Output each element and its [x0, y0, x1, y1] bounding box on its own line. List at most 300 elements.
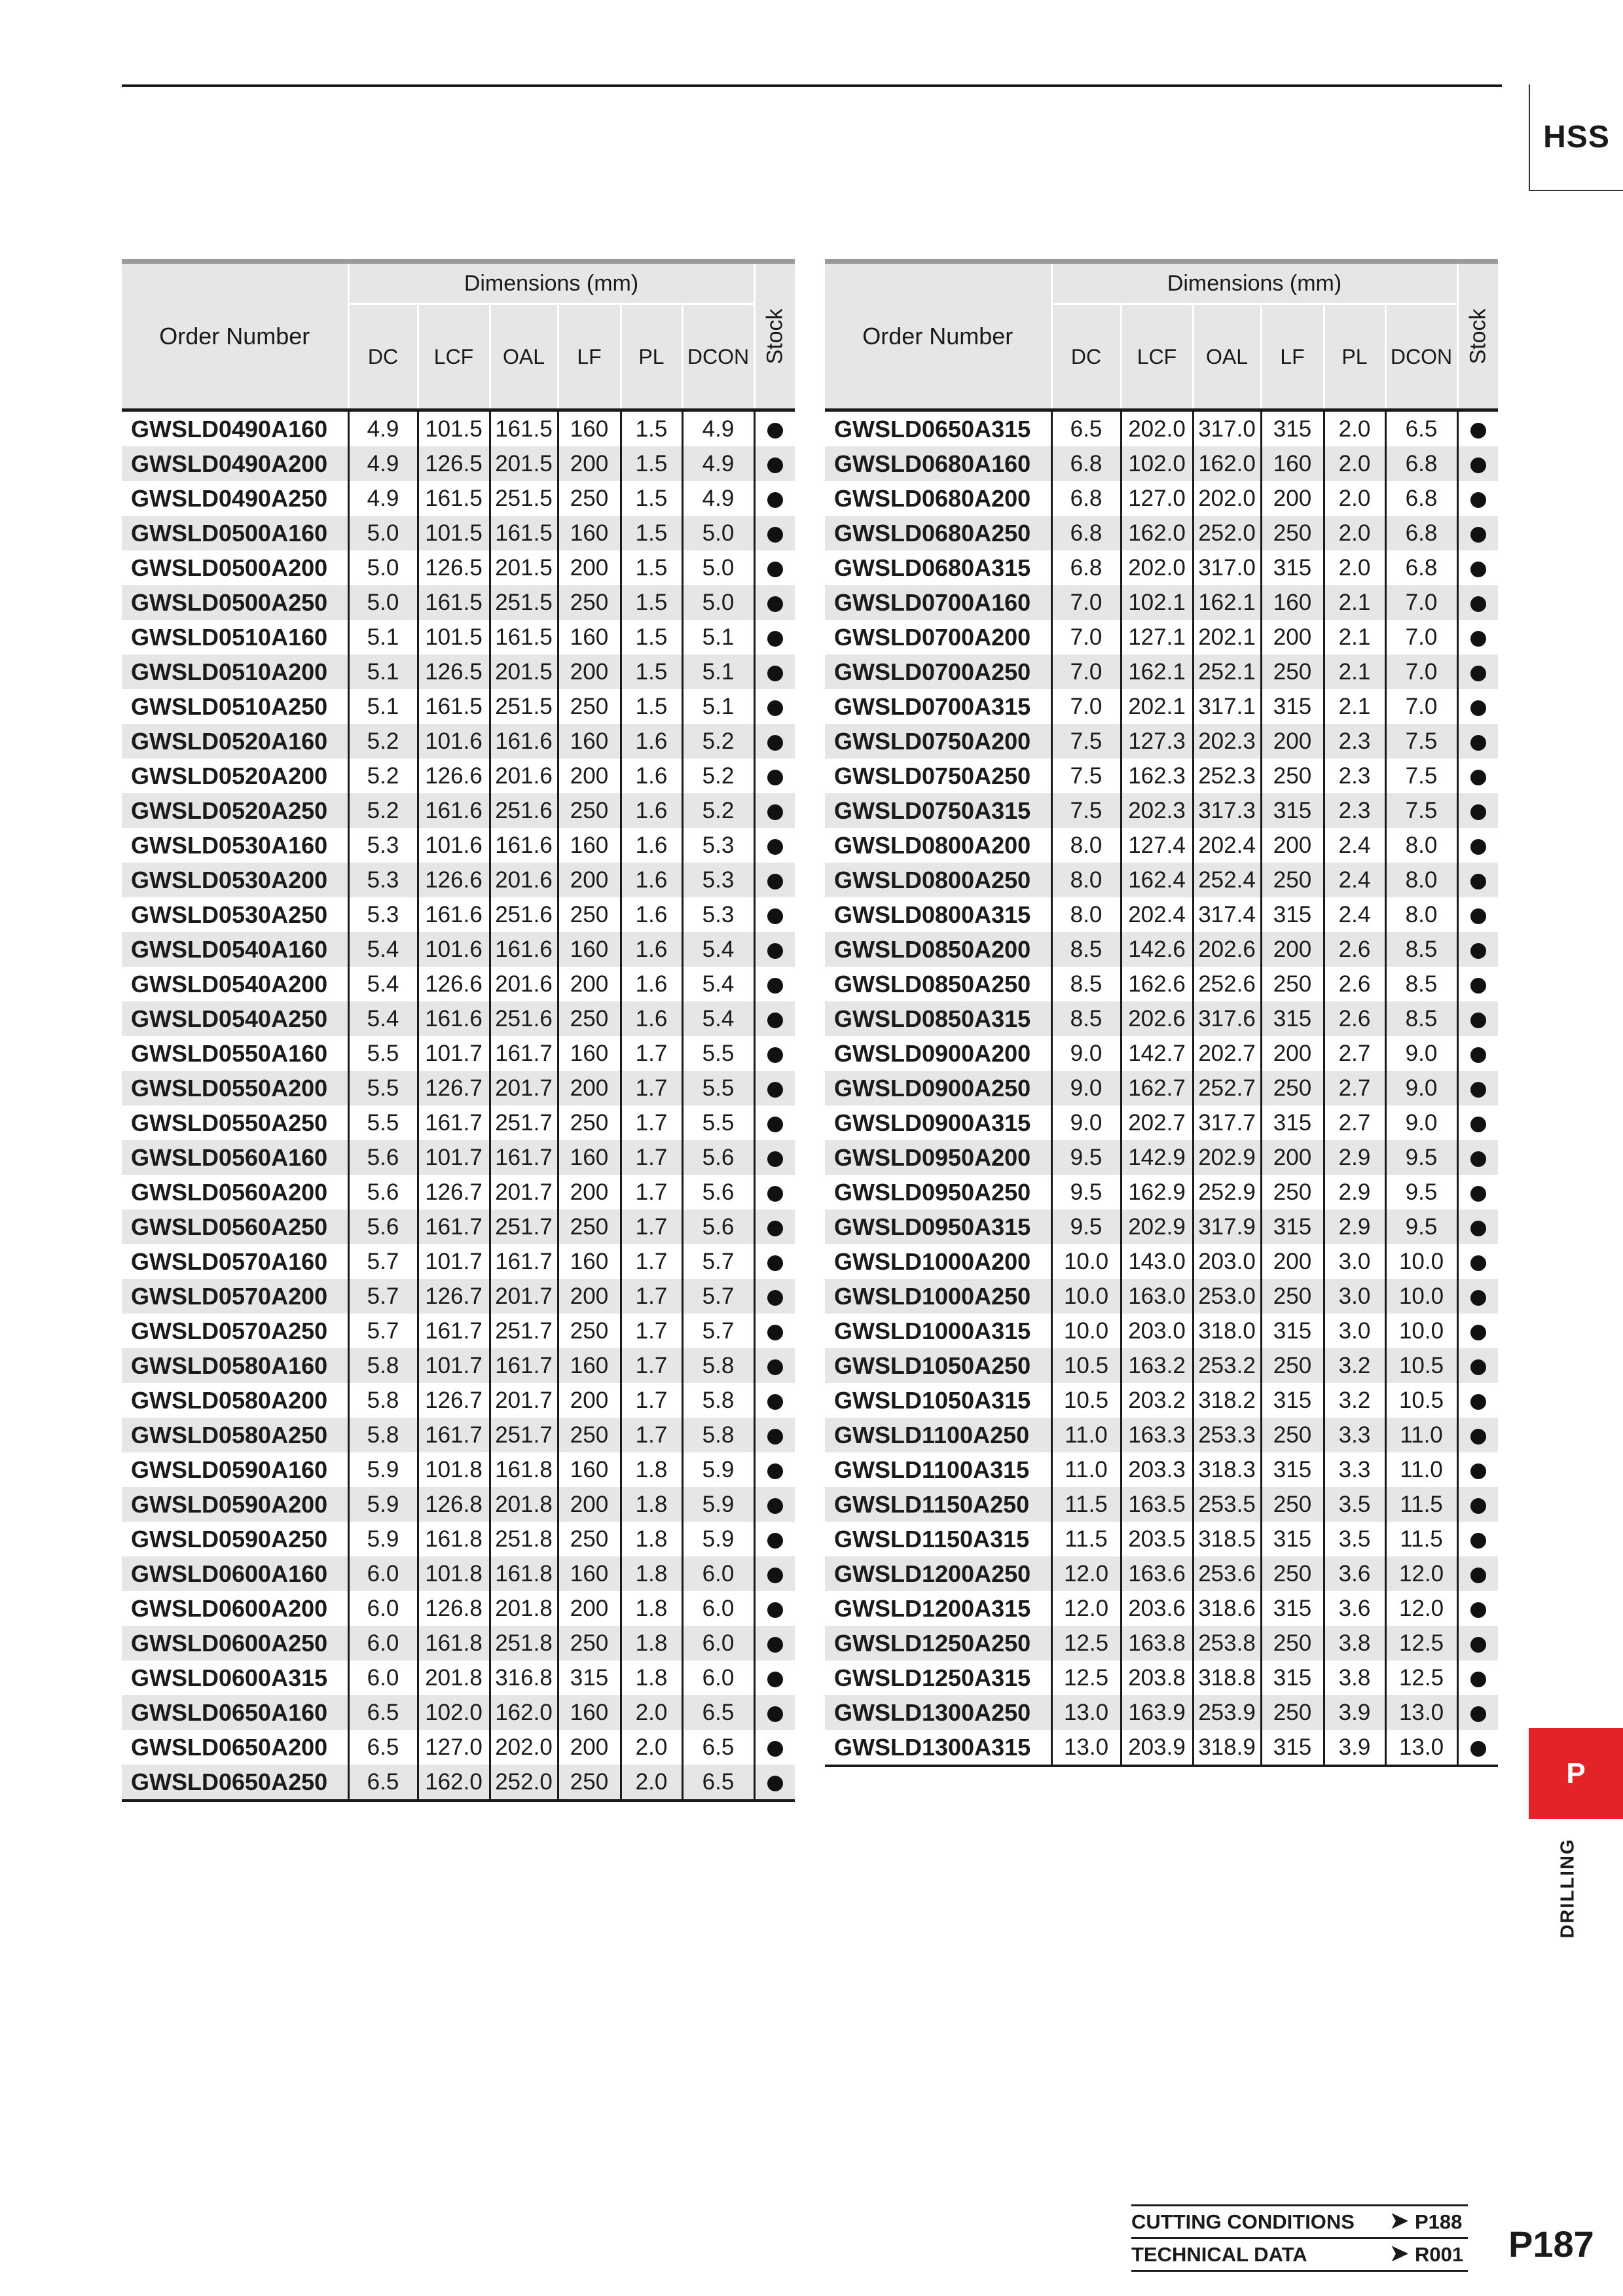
dimension-cell: 160: [558, 1244, 621, 1279]
table-body-right: [825, 410, 1498, 1767]
table-row: [122, 1383, 795, 1418]
stock-dot-icon: [767, 770, 783, 785]
stock-cell: [1457, 410, 1498, 447]
stock-dot-icon: [1470, 1221, 1486, 1236]
dimension-cell: 4.9: [348, 481, 418, 516]
dimension-cell: 1.7: [621, 1348, 682, 1383]
stock-dot-icon: [767, 1463, 783, 1479]
dimension-cell: 2.1: [1324, 585, 1385, 620]
dimension-cell: 6.8: [1051, 550, 1121, 585]
dimension-cell: 9.0: [1051, 1036, 1121, 1071]
order-number-cell: GWSLD0590A200: [122, 1487, 348, 1522]
dimension-cell: 9.0: [1385, 1105, 1457, 1140]
dimension-cell: 317.1: [1193, 689, 1261, 724]
table-row: [122, 620, 795, 655]
dimension-cell: 162.1: [1193, 585, 1261, 620]
dimension-cell: 163.8: [1121, 1626, 1193, 1660]
stock-header: Stock: [1457, 262, 1498, 410]
table-row: [825, 1036, 1498, 1071]
dimension-cell: 9.5: [1385, 1210, 1457, 1244]
dimension-cell: 2.0: [621, 1695, 682, 1730]
stock-cell: [1457, 481, 1498, 516]
table-row: [825, 550, 1498, 585]
table-row: [825, 516, 1498, 550]
table-row: [122, 759, 795, 793]
order-number-cell: GWSLD0560A160: [122, 1140, 348, 1175]
stock-dot-icon: [767, 908, 783, 924]
dimension-cell: 12.5: [1051, 1626, 1121, 1660]
dimension-cell: 4.9: [348, 446, 418, 481]
table-row: [825, 967, 1498, 1001]
dimension-cell: 160: [558, 932, 621, 967]
dimension-cell: 162.6: [1121, 967, 1193, 1001]
dimension-cell: 315: [1261, 1105, 1324, 1140]
stock-dot-icon: [767, 423, 783, 439]
dimension-cell: 11.0: [1051, 1452, 1121, 1487]
dimension-cell: 126.7: [418, 1071, 490, 1105]
dimension-cell: 5.8: [348, 1383, 418, 1418]
dimension-cell: 315: [1261, 550, 1324, 585]
dimension-cell: 203.6: [1121, 1591, 1193, 1626]
table-row: [825, 1418, 1498, 1452]
dimension-cell: 201.7: [490, 1175, 558, 1210]
order-number-cell: GWSLD0520A160: [122, 724, 348, 759]
dimension-cell: 9.0: [1385, 1071, 1457, 1105]
dimension-cell: 9.5: [1385, 1175, 1457, 1210]
dimension-cell: 200: [558, 655, 621, 689]
stock-dot-icon: [767, 1637, 783, 1653]
dimension-cell: 203.9: [1121, 1730, 1193, 1766]
dimension-cell: 1.6: [621, 828, 682, 863]
table-row: [122, 1660, 795, 1695]
dimension-cell: 126.6: [418, 863, 490, 897]
table-row: [122, 550, 795, 585]
stock-cell: [1457, 1348, 1498, 1383]
dimension-cell: 2.0: [1324, 446, 1385, 481]
order-number-cell: GWSLD1050A250: [825, 1348, 1051, 1383]
dimension-cell: 202.0: [1193, 481, 1261, 516]
table-row: [122, 932, 795, 967]
dimension-cell: 5.5: [348, 1036, 418, 1071]
stock-dot-icon: [1470, 1359, 1486, 1375]
stock-dot-icon: [1470, 1082, 1486, 1098]
dimension-cell: 161.8: [490, 1556, 558, 1591]
stock-cell: [1457, 759, 1498, 793]
order-number-cell: GWSLD1200A315: [834, 1595, 1031, 1622]
stock-cell: [754, 1001, 795, 1036]
dimension-cell: 250: [1261, 1418, 1324, 1452]
cutting-conditions-ref[interactable]: [1131, 2204, 1468, 2237]
dimension-cell: 200: [1261, 1140, 1324, 1175]
dimension-cell: 126.5: [418, 446, 490, 481]
dimension-cell: 315: [1261, 1730, 1324, 1766]
arrow-right-icon: ➤: [1390, 2241, 1409, 2266]
dimension-cell: 163.2: [1121, 1348, 1193, 1383]
stock-cell: [1457, 1730, 1498, 1766]
order-number-cell: GWSLD0540A200: [131, 971, 328, 997]
dimension-cell: 202.0: [1121, 550, 1193, 585]
table-row: [122, 1279, 795, 1314]
dimension-cell: 4.9: [348, 410, 418, 447]
dimension-cell: 2.6: [1324, 967, 1385, 1001]
order-number-cell: GWSLD1100A315: [834, 1456, 1030, 1483]
dimension-cell: 315: [1261, 1591, 1324, 1626]
column-header-pl: PL: [1324, 304, 1385, 410]
dimension-cell: 9.5: [1051, 1175, 1121, 1210]
stock-cell: [1457, 1140, 1498, 1175]
dimension-cell: 200: [558, 1383, 621, 1418]
dimension-cell: 250: [1261, 863, 1324, 897]
dimension-cell: 2.0: [1324, 410, 1385, 447]
stock-dot-icon: [767, 978, 783, 994]
dimension-cell: 202.9: [1121, 1210, 1193, 1244]
dimension-cell: 127.3: [1121, 724, 1193, 759]
dimension-cell: 2.9: [1324, 1210, 1385, 1244]
dimension-cell: 5.5: [682, 1105, 754, 1140]
stock-cell: [1457, 1036, 1498, 1071]
dimension-cell: 250: [558, 1105, 621, 1140]
table-row: [825, 793, 1498, 828]
stock-cell: [754, 1418, 795, 1452]
table-row: [122, 689, 795, 724]
column-header-dcon: DCON: [682, 304, 754, 410]
order-number-cell: GWSLD0900A200: [834, 1040, 1031, 1067]
dimension-cell: 252.1: [1193, 655, 1261, 689]
stock-cell: [1457, 446, 1498, 481]
dimension-cell: 250: [1261, 1175, 1324, 1210]
dimension-cell: 6.8: [1385, 481, 1457, 516]
stock-cell: [754, 1210, 795, 1244]
dimension-cell: 3.8: [1324, 1626, 1385, 1660]
dimension-cell: 7.5: [1051, 759, 1121, 793]
dimension-cell: 9.5: [1051, 1210, 1121, 1244]
table-row: [122, 516, 795, 550]
dimension-cell: 10.5: [1385, 1383, 1457, 1418]
dimension-cell: 201.5: [490, 446, 558, 481]
dimension-cell: 251.8: [490, 1522, 558, 1556]
stock-dot-icon: [767, 804, 783, 820]
dimension-cell: 5.7: [348, 1314, 418, 1348]
section-tab-p: P: [1529, 1728, 1623, 1819]
dimension-cell: 200: [1261, 620, 1324, 655]
dimension-cell: 5.6: [348, 1210, 418, 1244]
dimension-cell: 5.4: [348, 967, 418, 1001]
dimensions-header: Dimensions (mm): [1051, 262, 1457, 304]
dimension-cell: 250: [558, 1765, 621, 1801]
stock-dot-icon: [1470, 1047, 1486, 1063]
dimensions-header: Dimensions (mm): [348, 262, 754, 304]
dimension-cell: 250: [1261, 1695, 1324, 1730]
order-number-cell: GWSLD1200A250: [825, 1556, 1051, 1591]
dimension-cell: 8.0: [1385, 897, 1457, 932]
dimension-cell: 10.0: [1051, 1244, 1121, 1279]
order-number-cell: GWSLD0490A200: [122, 446, 348, 481]
stock-cell: [1457, 1105, 1498, 1140]
order-number-cell: GWSLD1300A250: [825, 1695, 1051, 1730]
stock-dot-icon: [1470, 1672, 1486, 1687]
dimension-cell: 5.9: [682, 1452, 754, 1487]
dimension-cell: 5.2: [348, 759, 418, 793]
stock-dot-icon: [767, 666, 783, 681]
dimension-cell: 161.5: [490, 410, 558, 447]
dimension-cell: 163.3: [1121, 1418, 1193, 1452]
dimension-cell: 12.5: [1385, 1626, 1457, 1660]
dimension-cell: 4.9: [682, 446, 754, 481]
dimension-cell: 2.1: [1324, 620, 1385, 655]
column-header-lf: LF: [558, 304, 621, 410]
stock-dot-icon: [1470, 943, 1486, 959]
stock-dot-icon: [1470, 1290, 1486, 1306]
dimension-cell: 250: [1261, 1348, 1324, 1383]
dimension-cell: 160: [558, 620, 621, 655]
dimension-cell: 251.7: [490, 1418, 558, 1452]
dimension-cell: 101.7: [418, 1244, 490, 1279]
order-number-cell: GWSLD0900A315: [834, 1109, 1031, 1136]
stock-cell: [754, 1591, 795, 1626]
table-row: [825, 1522, 1498, 1556]
order-number-cell: GWSLD0580A250: [122, 1418, 348, 1452]
stock-cell: [754, 1452, 795, 1487]
dimension-cell: 200: [1261, 724, 1324, 759]
dimension-cell: 5.6: [348, 1140, 418, 1175]
dimension-cell: 253.0: [1193, 1279, 1261, 1314]
dimension-cell: 5.3: [682, 897, 754, 932]
dimension-cell: 1.5: [621, 655, 682, 689]
dimension-cell: 11.0: [1051, 1418, 1121, 1452]
dimension-cell: 203.0: [1121, 1314, 1193, 1348]
stock-dot-icon: [767, 1255, 783, 1271]
dimension-cell: 163.6: [1121, 1556, 1193, 1591]
dimension-cell: 3.0: [1324, 1244, 1385, 1279]
stock-dot-icon: [767, 562, 783, 577]
dimension-cell: 317.0: [1193, 550, 1261, 585]
table-row: [825, 1452, 1498, 1487]
dimension-cell: 1.8: [621, 1626, 682, 1660]
table-row: [825, 1383, 1498, 1418]
order-number-cell: GWSLD1250A250: [825, 1626, 1051, 1660]
order-number-cell: GWSLD0510A160: [131, 624, 328, 651]
stock-dot-icon: [767, 1741, 783, 1757]
dimension-cell: 251.5: [490, 481, 558, 516]
dimension-cell: 126.7: [418, 1175, 490, 1210]
arrow-right-icon: ➤: [1390, 2208, 1409, 2233]
stock-dot-icon: [767, 1429, 783, 1444]
dimension-cell: 3.8: [1324, 1660, 1385, 1695]
table-row: [122, 1071, 795, 1105]
dimension-cell: 3.5: [1324, 1522, 1385, 1556]
dimension-cell: 162.4: [1121, 863, 1193, 897]
dimension-cell: 8.5: [1051, 967, 1121, 1001]
dimension-cell: 318.5: [1193, 1522, 1261, 1556]
dimension-cell: 6.0: [682, 1591, 754, 1626]
dimension-cell: 202.4: [1193, 828, 1261, 863]
dimension-cell: 143.0: [1121, 1244, 1193, 1279]
dimension-cell: 101.7: [418, 1036, 490, 1071]
dimension-cell: 13.0: [1051, 1695, 1121, 1730]
dimension-cell: 161.5: [418, 585, 490, 620]
stock-dot-icon: [1470, 839, 1486, 855]
dimension-cell: 252.0: [1193, 516, 1261, 550]
dimension-cell: 161.8: [418, 1522, 490, 1556]
stock-dot-icon: [1470, 1498, 1486, 1514]
dimension-cell: 5.1: [682, 689, 754, 724]
dimension-cell: 2.7: [1324, 1036, 1385, 1071]
dimension-cell: 5.8: [682, 1383, 754, 1418]
dimension-cell: 5.6: [682, 1210, 754, 1244]
stock-dot-icon: [1470, 562, 1486, 577]
technical-data-ref[interactable]: [1131, 2237, 1468, 2272]
table-row: [122, 1314, 795, 1348]
dimension-cell: 101.8: [418, 1452, 490, 1487]
dimension-cell: 127.1: [1121, 620, 1193, 655]
dimension-cell: 162.3: [1121, 759, 1193, 793]
order-number-cell: GWSLD0530A200: [122, 863, 348, 897]
dimension-cell: 10.5: [1385, 1348, 1457, 1383]
dimension-cell: 102.0: [1121, 446, 1193, 481]
dimension-cell: 8.5: [1385, 1001, 1457, 1036]
order-number-cell: GWSLD0580A200: [131, 1387, 328, 1414]
table-row: [122, 446, 795, 481]
stock-dot-icon: [1470, 1429, 1486, 1444]
dimension-cell: 200: [558, 967, 621, 1001]
dimension-cell: 251.7: [490, 1105, 558, 1140]
order-number-cell: GWSLD1050A315: [834, 1387, 1031, 1414]
dimension-cell: 6.8: [1051, 516, 1121, 550]
dimension-cell: 6.5: [1385, 410, 1457, 447]
table-row: [122, 1348, 795, 1383]
dimension-cell: 252.0: [490, 1765, 558, 1801]
dimension-cell: 5.7: [348, 1244, 418, 1279]
dimension-cell: 9.5: [1385, 1140, 1457, 1175]
stock-dot-icon: [767, 1498, 783, 1514]
order-number-cell: GWSLD1000A250: [825, 1279, 1051, 1314]
dimension-cell: 160: [558, 1556, 621, 1591]
dimension-cell: 6.0: [682, 1626, 754, 1660]
dimension-cell: 202.1: [1121, 689, 1193, 724]
order-number-cell: GWSLD0750A315: [825, 793, 1051, 828]
stock-cell: [1457, 1383, 1498, 1418]
dimension-cell: 126.6: [418, 759, 490, 793]
dimension-cell: 202.7: [1121, 1105, 1193, 1140]
dimension-cell: 2.0: [1324, 550, 1385, 585]
stock-cell: [754, 932, 795, 967]
dimension-cell: 7.5: [1385, 759, 1457, 793]
order-number-cell: GWSLD0490A250: [131, 485, 328, 512]
dimension-cell: 252.7: [1193, 1071, 1261, 1105]
stock-dot-icon: [1470, 1325, 1486, 1340]
dimension-cell: 101.5: [418, 620, 490, 655]
dimension-cell: 7.0: [1051, 585, 1121, 620]
stock-cell: [754, 585, 795, 620]
dimension-cell: 203.3: [1121, 1452, 1193, 1487]
dimension-cell: 13.0: [1051, 1730, 1121, 1766]
dimension-cell: 250: [1261, 1626, 1324, 1660]
order-number-cell: GWSLD0550A250: [131, 1109, 328, 1136]
stock-dot-icon: [1470, 908, 1486, 924]
order-number-cell: GWSLD0580A160: [122, 1348, 348, 1383]
dimension-cell: 253.6: [1193, 1556, 1261, 1591]
footer-references: [1131, 2204, 1468, 2272]
dimension-cell: 2.1: [1324, 689, 1385, 724]
dimension-cell: 7.5: [1051, 724, 1121, 759]
table-row: [825, 1487, 1498, 1522]
dimension-cell: 162.1: [1121, 655, 1193, 689]
dimension-cell: 200: [558, 1071, 621, 1105]
dimension-cell: 253.5: [1193, 1487, 1261, 1522]
dimension-cell: 6.5: [348, 1765, 418, 1801]
stock-cell: [1457, 1626, 1498, 1660]
stock-cell: [754, 516, 795, 550]
stock-cell: [754, 793, 795, 828]
dimension-cell: 200: [1261, 1244, 1324, 1279]
stock-cell: [1457, 1660, 1498, 1695]
dimension-cell: 9.0: [1385, 1036, 1457, 1071]
dimension-cell: 2.3: [1324, 724, 1385, 759]
dimension-cell: 5.3: [348, 897, 418, 932]
dimension-cell: 1.7: [621, 1314, 682, 1348]
dimension-cell: 200: [558, 1487, 621, 1522]
dimension-cell: 101.8: [418, 1556, 490, 1591]
dimension-cell: 5.9: [348, 1452, 418, 1487]
dimension-cell: 161.7: [418, 1314, 490, 1348]
table-row: [122, 897, 795, 932]
table-row: [825, 1279, 1498, 1314]
dimension-cell: 5.4: [682, 932, 754, 967]
dimension-cell: 1.5: [621, 550, 682, 585]
dimension-cell: 101.6: [418, 932, 490, 967]
dimension-cell: 5.1: [682, 620, 754, 655]
table-row: [825, 828, 1498, 863]
dimension-cell: 160: [558, 1036, 621, 1071]
table-row: [122, 1210, 795, 1244]
order-number-header: Order Number: [825, 262, 1051, 410]
dimension-cell: 102.1: [1121, 585, 1193, 620]
dimension-cell: 202.6: [1193, 932, 1261, 967]
dimension-cell: 1.8: [621, 1487, 682, 1522]
dimension-cell: 2.3: [1324, 759, 1385, 793]
dimension-cell: 10.0: [1051, 1314, 1121, 1348]
table-row: [825, 897, 1498, 932]
stock-cell: [1457, 1695, 1498, 1730]
dimension-cell: 251.5: [490, 585, 558, 620]
table-row: [825, 1175, 1498, 1210]
stock-cell: [1457, 1244, 1498, 1279]
dimension-cell: 161.7: [418, 1105, 490, 1140]
dimension-cell: 102.0: [418, 1695, 490, 1730]
dimension-cell: 250: [558, 585, 621, 620]
stock-dot-icon: [1470, 631, 1486, 647]
stock-cell: [754, 689, 795, 724]
stock-cell: [754, 1036, 795, 1071]
dimension-cell: 6.0: [682, 1660, 754, 1695]
dimension-cell: 200: [1261, 481, 1324, 516]
dimension-cell: 101.7: [418, 1348, 490, 1383]
dimension-cell: 161.6: [418, 897, 490, 932]
table-row: [122, 410, 795, 447]
column-header-lcf: LCF: [418, 304, 490, 410]
ref-label: TECHNICAL DATA: [1131, 2243, 1307, 2266]
dimension-cell: 8.0: [1051, 828, 1121, 863]
dimension-cell: 3.3: [1324, 1418, 1385, 1452]
dimension-cell: 6.5: [1051, 410, 1121, 447]
stock-cell: [1457, 1522, 1498, 1556]
dimension-cell: 5.2: [682, 759, 754, 793]
dimension-cell: 5.0: [682, 516, 754, 550]
dimension-cell: 318.6: [1193, 1591, 1261, 1626]
order-number-cell: GWSLD0590A160: [131, 1456, 328, 1483]
dimension-cell: 3.2: [1324, 1383, 1385, 1418]
stock-cell: [754, 1244, 795, 1279]
